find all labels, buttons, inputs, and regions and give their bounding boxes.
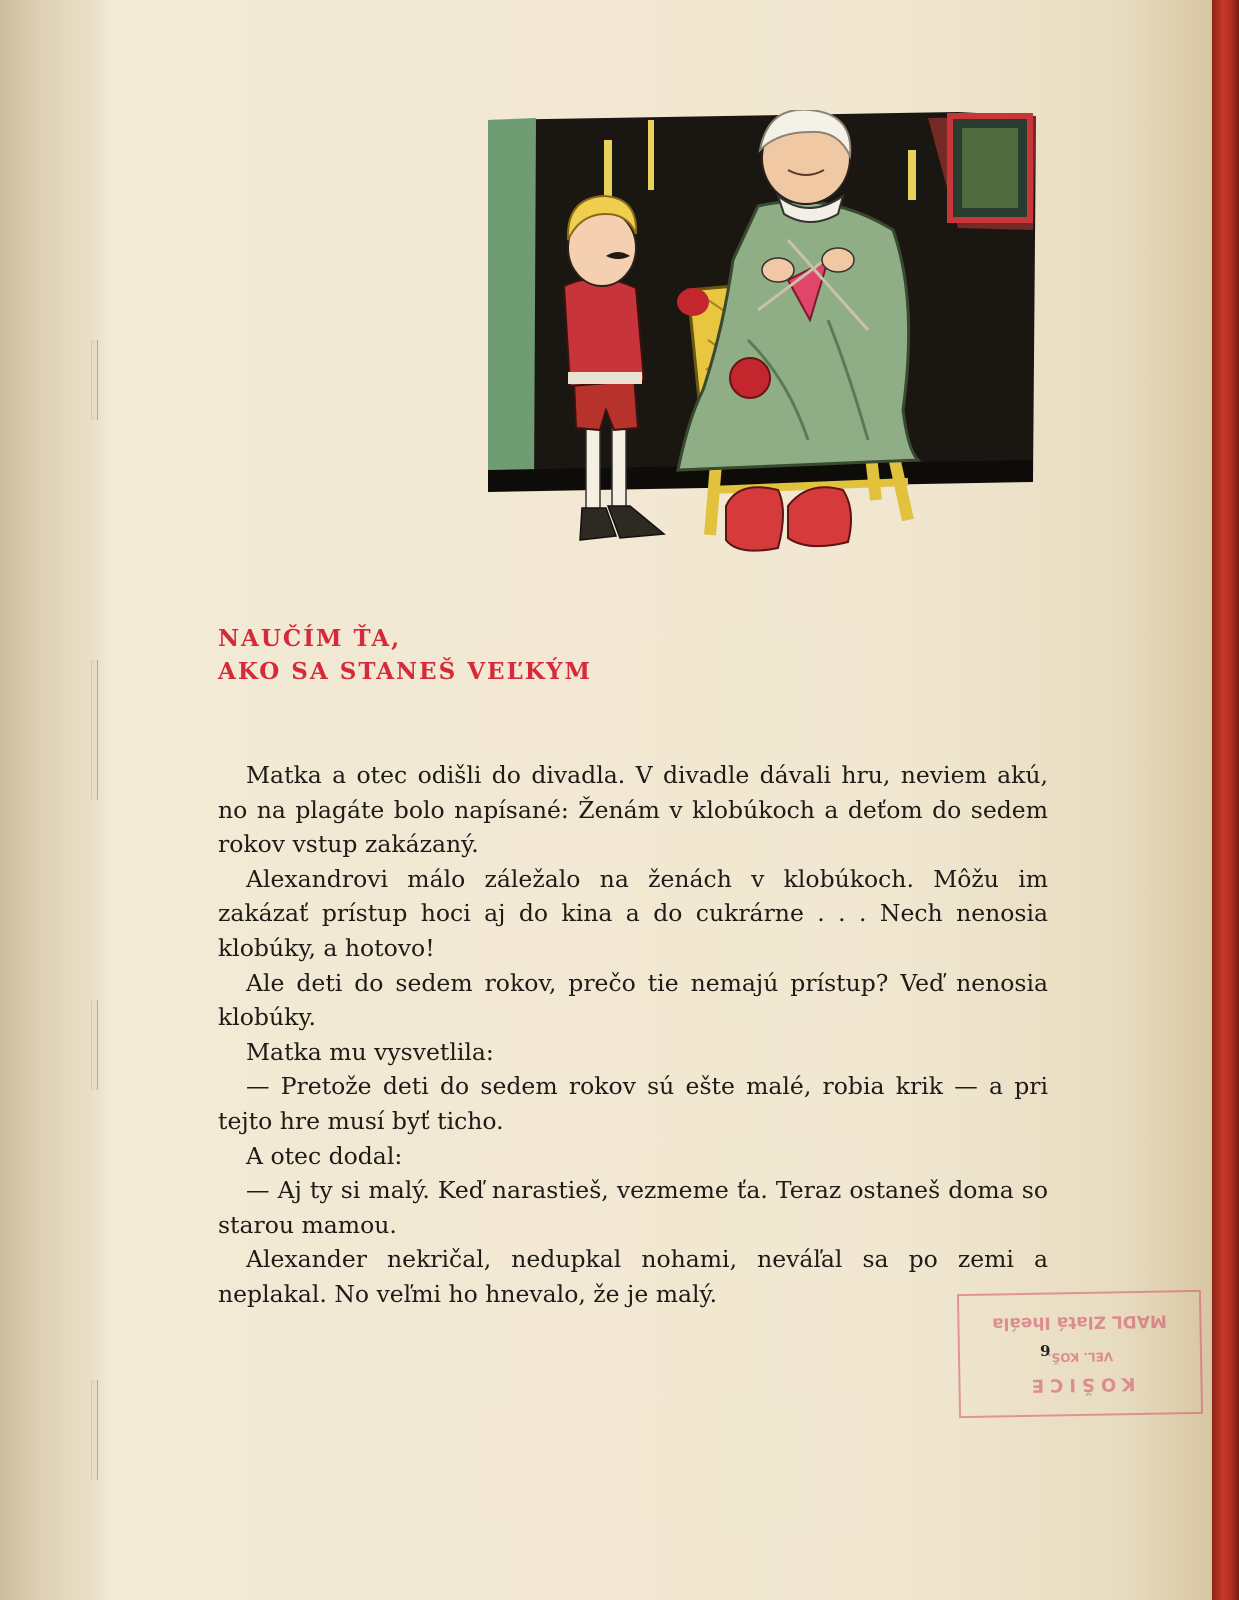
binding-stitch (92, 660, 97, 800)
binding-stitch (92, 340, 97, 420)
dialogue-paragraph: — Pretože deti do sedem rokov sú ešte malé, robia krik — a pri tejto hre musí byť ticho. (218, 1072, 1048, 1135)
paragraph: Alexandrovi málo záležalo na ženách v klobúkoch. Môžu im zakázať prístup hoci aj do kina a do cukrárne . . . Nech nenosia klobúky, a hotovo! (218, 864, 1048, 962)
stamp-line-1: KOŠICE (1025, 1373, 1136, 1396)
binding-stitch (92, 1380, 97, 1480)
stamp-line-2: VEL. KOŠ. (1046, 1349, 1114, 1365)
story-body (218, 758, 1048, 1312)
page-gutter (0, 0, 110, 1600)
library-stamp (957, 1290, 1203, 1418)
page-number: 9 (1040, 1342, 1051, 1360)
paragraph: A otec dodal: (246, 1141, 403, 1170)
paragraph: Matka mu vysvetlila: (246, 1037, 494, 1066)
illustration-grandma-and-boy (488, 110, 1048, 560)
dialogue-paragraph: — Aj ty si malý. Keď narastieš, vezmeme ťa. Teraz ostaneš doma so starou mamou. (218, 1176, 1048, 1239)
book-cover-edge (1212, 0, 1239, 1600)
paragraph: Alexander nekričal, nedupkal nohami, neváľal sa po zemi a neplakal. No veľmi ho hnevalo, že je malý. (218, 1245, 1048, 1308)
stamp-line-3: MADL Zlatá Iheála (991, 1310, 1168, 1334)
chapter-title-line-2: AKO SA STANEŠ VEĽKÝM (218, 658, 593, 685)
binding-stitch (92, 1000, 97, 1090)
paragraph: Ale deti do sedem rokov, prečo tie nemajú prístup? Veď nenosia klobúky. (218, 968, 1048, 1032)
paragraph: Matka a otec odišli do divadla. V divadle dávali hru, neviem akú, no na plagáte bolo napísané: Ženám v klobúkoch a deťom do sedem rokov vstup zakázaný. (218, 761, 1048, 859)
chapter-title-line-1: NAUČÍM ŤA, (218, 625, 402, 652)
chapter-title (218, 622, 918, 688)
